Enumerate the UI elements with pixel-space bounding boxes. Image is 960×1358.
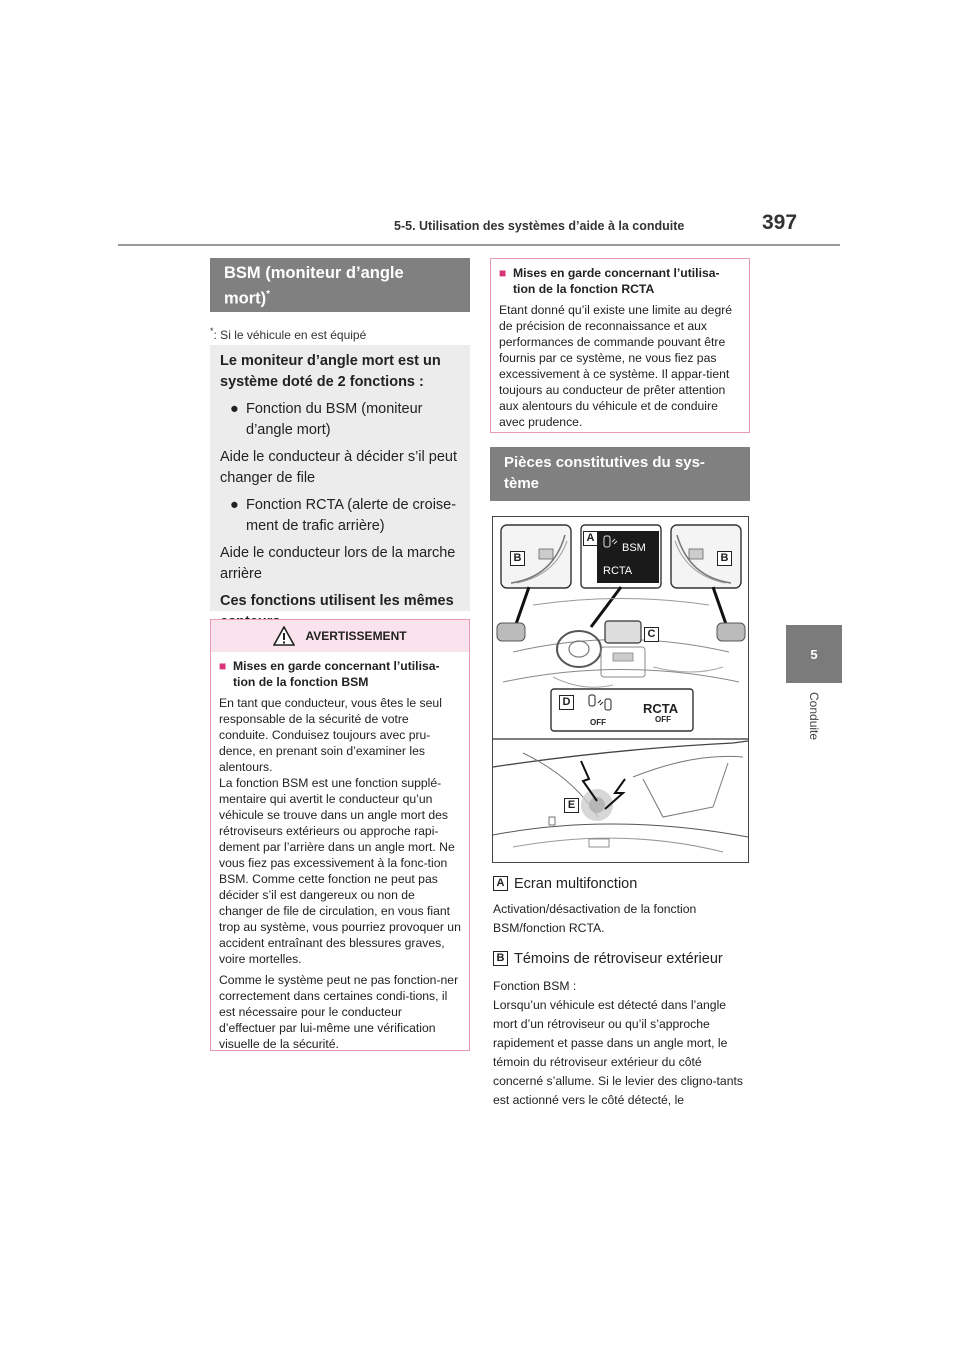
figure-label-e: E <box>564 798 579 813</box>
warning-box <box>210 619 470 1051</box>
item-b-desc1: Fonction BSM : <box>493 979 577 993</box>
warning-box-continued <box>490 258 750 433</box>
page-number: 397 <box>762 211 798 234</box>
item-b-label: B <box>493 951 508 966</box>
switch-off-text-1: OFF <box>590 718 606 727</box>
right-mirror-indicator-icon <box>689 549 703 559</box>
figure-label-c: C <box>644 627 659 642</box>
warning-body <box>211 652 469 1065</box>
warning-body-continued <box>491 259 749 443</box>
warning-sub2-title: Mises en garde concernant l’utilisa-tion de la fonction RCTA <box>513 266 720 296</box>
left-mirror-indicator-icon <box>539 549 553 559</box>
bsm-heading-line1: BSM (moniteur d’angle <box>224 264 404 282</box>
bullet-dot-icon: ● <box>230 401 239 417</box>
chapter-label: Conduite <box>807 692 821 741</box>
intro-bullet2-text: Fonction RCTA (alerte de croise-ment de trafic arrière) <box>246 497 457 534</box>
header-rule <box>118 244 840 246</box>
figure-label-b-left: B <box>510 551 525 566</box>
system-figure <box>492 516 749 863</box>
warning-header <box>211 620 469 652</box>
item-a-label: A <box>493 876 508 891</box>
intro-bullet1-text: Fonction du BSM (moniteur d’angle mort) <box>246 401 423 438</box>
switch-off-text-2: OFF <box>655 715 671 724</box>
warning-sub1-p1: En tant que conducteur, vous êtes le seul responsable de la sécurité de votre conduite. Conduisez toujours avec pru-dence, en prenant soin d’examiner les alentours. <box>219 696 442 774</box>
figure-illustration <box>493 517 748 862</box>
center-display-icon <box>605 621 641 643</box>
figure-label-a: A <box>583 531 598 546</box>
section-header-title: 5-5. Utilisation des systèmes d’aide à la conduite <box>394 219 685 233</box>
square-bullet-icon: ■ <box>499 266 507 280</box>
display-rcta-text: RCTA <box>603 565 633 577</box>
bsm-section-heading <box>210 258 470 312</box>
intro-box <box>210 345 470 611</box>
warning-sub1-title: Mises en garde concernant l’utilisa-tion de la fonction BSM <box>233 659 440 689</box>
bullet-dot-icon: ● <box>230 497 239 513</box>
chapter-tab[interactable] <box>786 625 842 683</box>
switch-rcta-text: RCTA <box>643 701 679 716</box>
item-a <box>493 875 753 893</box>
components-heading-line2: tème <box>504 475 540 492</box>
footnote-text: : Si le véhicule en est équipé <box>213 328 367 342</box>
figure-label-d: D <box>559 695 574 710</box>
intro-bullet2-desc: Aide le conducteur lors de la marche arrière <box>220 545 456 582</box>
warning-sub1-p3: Comme le système peut ne pas fonction-ner correctement dans certaines condi-tions, il est nécessaire pour le conducteur d’effectuer par lui-même une vérification visuelle de la sécurité. <box>219 973 459 1051</box>
warning-sub1-p2: La fonction BSM est une fonction supplé-mentaire qui avertit le conducteur qu’un véhicule se trouve dans un angle mort des rétroviseurs extérieurs ou approche rapi-dement par l’arrière dans un angle mort. Ne vous fiez pas excessivement à la fonc-tion BSM. Comme cette fonction ne peut pas décider s’il est dangereux ou non de changer de file de circulation, en vous fiant trop au système, vous pourriez provoquer un accident entraînant des blessures graves, voire mortelles. <box>219 776 461 966</box>
item-b-title: Témoins de rétroviseur extérieur <box>514 951 723 967</box>
footnote-mark: * <box>210 326 214 336</box>
chapter-number: 5 <box>810 646 818 662</box>
bsm-heading-line2-wrap <box>224 284 456 310</box>
item-a-title: Ecran multifonction <box>514 876 638 892</box>
warning-triangle-icon <box>273 626 295 646</box>
components-heading-line1: Pièces constitutives du sys- <box>504 454 705 471</box>
intro-bullet1-desc: Aide le conducteur à décider s’il peut changer de file <box>220 449 457 486</box>
intro-lead: Le moniteur d’angle mort est un système doté de 2 fonctions : <box>220 353 441 390</box>
warning-sub1-heading <box>219 658 461 690</box>
bsm-heading-line2: mort) <box>224 289 267 308</box>
warning-sub2-heading <box>499 265 741 297</box>
item-b-desc2: Lorsqu’un véhicule est détecté dans l’angle mort d’un rétroviseur ou qu’il s’approche rapidement et passe dans un angle mort, le témoin du rétroviseur extérieur du côté concerné s’allume. Si le levier des cligno-tants est actionné vers le côté détecté, le <box>493 998 743 1107</box>
components-section-heading <box>490 447 750 501</box>
warning-sub2-p1: Etant donné qu’il existe une limite au degré de précision de reconnaissance et aux performances de commande pouvant être fournis par ce système, ne vous fiez pas excessivement à ce système. Il appar-tient toujours au conducteur de prêter attention aux alentours du véhicule et de conduire avec prudence. <box>499 303 733 429</box>
display-bsm-text: BSM <box>622 542 646 554</box>
item-a-desc: Activation/désactivation de la fonction BSM/fonction RCTA. <box>493 902 697 935</box>
intro-closing: Ces fonctions utilisent les mêmes <box>220 593 454 609</box>
square-bullet-icon: ■ <box>219 659 227 673</box>
footnote <box>210 326 366 342</box>
intro-bullet-bsm <box>220 399 460 441</box>
intro-bullet-rcta <box>220 495 460 537</box>
figure-label-b-right: B <box>717 551 732 566</box>
warning-title: AVERTISSEMENT <box>305 629 407 643</box>
item-b <box>493 950 753 968</box>
bsm-heading-mark: * <box>266 289 271 300</box>
